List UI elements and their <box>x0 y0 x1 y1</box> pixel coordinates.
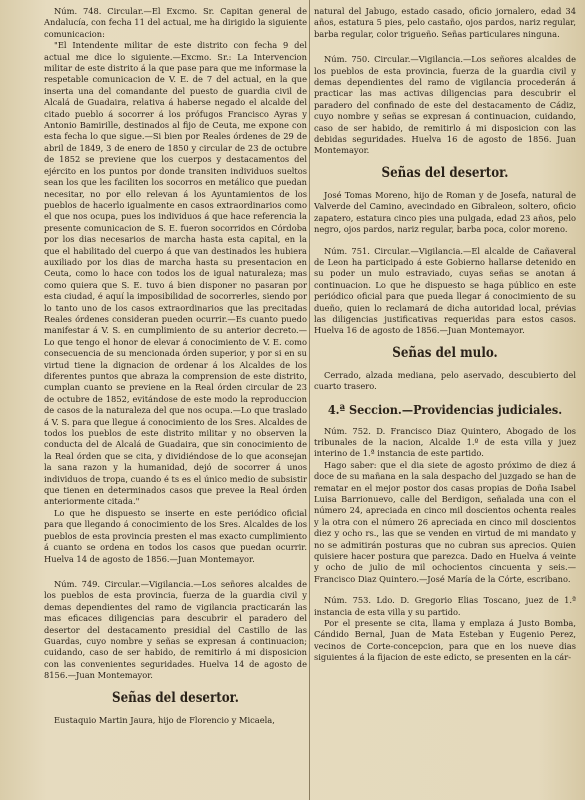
notice-753-body: Por el presente se cita, llama y emplaza á Justo Bomba, Cándido Bernal, Juan de Mata Esteban y Eugenio Perez, vecinos de Corte-concepcion, para que en los nueve dias siguientes á la fijacion de este edicto, se presenten en la cár- <box>314 618 576 663</box>
deserter-heading-left: Señas del desertor. <box>112 689 239 706</box>
left-column <box>44 6 307 726</box>
notice-752-body: Hago saber: que el dia siete de agosto próximo de diez á doce de su mañana en la sala despacho del juzgado se han de rematar en el mejor postor dos casas propias de Doña Isabel Luisa Barrionuevo, calle del Berdigon, señalada una con el número 24, apreciada en cinco mil doscientos ochenta reales y la otra con el número 26 apreciada en cinco mil doscientos diez y ocho rs., las que se venden en virtud de mi mandato y no se admitirán posturas que no cubran sus aprecios. Quien quisiere hacer postura que parezca. Dado en Huelva á veinte y ocho de julio de mil ochocientos cincuenta y seis.—Francisco Diaz Quintero.—José María de la Córte, escribano. <box>314 459 576 584</box>
notice-749: Núm. 749. Circular.—Vigilancia.—Los señores alcaldes de los pueblos de esta provincia, fuerza de la guardia civil y demas dependientes del ramo de vigilancia practicarán las mas eficaces diligencias para descubrir el paradero del desertor del destacamento presidial del Castillo de las Guardas, cuyo nombre y señas se expresan á continuacion; cuidando, caso de ser habido, de remitirlo á mi disposicion con las convenientes seguridades. Huelva 14 de agosto de 8156.—Juan Montemayor. <box>44 578 307 681</box>
notice-752-header: Núm. 752. D. Francisco Diaz Quintero, Abogado de los tribunales de la nacion, Alcalde 1.º de esta villa y juez interino de 1.ª instancia de este partido. <box>314 425 576 459</box>
spacer <box>314 585 576 595</box>
deserter-heading-right: Señas del desertor. <box>381 164 509 181</box>
spacer <box>44 565 307 579</box>
notice-751: Núm. 751. Circular.—Vigilancia.—El alcalde de Cañaveral de Leon ha participado á este Gobierno hallarse detenido en su poder un mulo estraviado, cuyas señas se anotan á continuacion. Lo que he dispuesto se haga público en este periódico oficial para que pueda llegar á conocimiento de su dueño, quien lo reclamará de dicha autoridad local, prévias las diligencias justificativas requeridas para estos casos. Huelva 16 de agosto de 1856.—Juan Montemayor. <box>314 245 576 336</box>
deserter-description-2: José Tomas Moreno, hijo de Roman y de Josefa, natural de Valverde del Camino, avecindado en Gibraleon, soltero, oficio zapatero, estatura cinco pies una pulgada, edad 23 años, pelo negro, ojos pardos, nariz regular, barba poca, color moreno. <box>314 189 576 235</box>
section-heading-judicial: 4.ª Seccion.—Providencias judiciales. <box>327 401 563 417</box>
notice-748-closing: Lo que he dispuesto se inserte en este periódico oficial para que llegando á conocimiento de los Sres. Alcaldes de los pueblos de esta provincia presten el mas exacto cumplimiento á cuanto se ordena en todos los casos que puedan ocurrir. Huelva 14 de agosto de 1856.—Juan Montemayor. <box>44 507 307 564</box>
column-divider <box>309 0 310 800</box>
deserter-description-end: natural del Jabugo, estado casado, oficio jornalero, edad 34 años, estatura 5 pies, pelo castaño, ojos pardos, nariz regular, barba regular, color trigueño. Señas particulares ninguna. <box>314 6 576 39</box>
deserter-description-start: Eustaquio Martin Jaura, hijo de Florencio y Micaela, <box>54 714 275 725</box>
notice-748-intro: Núm. 748. Circular.—El Excmo. Sr. Capitan general de Andalucía, con fecha 11 del actual, me ha dirigido la siguiente comunicacion: <box>44 6 307 39</box>
right-column <box>314 6 576 664</box>
notice-750: Núm. 750. Circular.—Vigilancia.—Los señores alcaldes de los pueblos de esta provincia, fuerza de la guardia civil y demas dependientes del ramo de vigilancia procederán á practicar las mas activas diligencias para descubrir el paradero del confinado de este del destacamento de Cádiz, cuyo nombre y señas se expresan á continuacion, cuidando, caso de ser habido, de remitirlo á mi disposicion con las debidas seguridades. Huelva 16 de agosto de 1856. Juan Montemayor. <box>314 54 576 156</box>
spacer <box>314 40 576 54</box>
notice-753-header: Núm. 753. Ldo. D. Gregorio Elias Toscano, juez de 1.ª instancia de esta villa y su partido. <box>314 595 576 617</box>
mule-heading: Señas del mulo. <box>392 344 498 361</box>
spacer <box>314 236 576 246</box>
notice-748-body: "El Intendente militar de este distrito con fecha 9 del actual me dice lo siguiente.—Excmo. Sr.: La Intervencion militar de este distrito á la que pase para que me informase la respetable comunicacion de V. E. de 7 del actual, en la que inserta una del comandante del puesto de guardia civil de Alcalá de Guadaira, relativa á haberse negado el alcalde del citado pueblo á socorrer á los prófugos Francisco Ayras y Antonio Bamirille, destinados al fijo de Ceuta, me expone con esta fecha lo que sigue.—Si bien por Reales órdenes de 29 de abril de 1849, 3 de enero de 1850 y circular de 23 de octubre de 1852 se previene que los cuerpos y destacamentos del ejército en los puntos por donde transiten individuos sueltos sean los que les faciliten los socorros en metálico que puedan necesitar, no por ello relevan á los Ayuntamientos de los pueblos de hacerlo igualmente en casos extraordinarios como el que nos ocupa, pues los individuos á que hace referencia la presente comunicacion de S. E. fueron socorridos en Córdoba por los dias necesarios de marcha hasta esta capital, en la que el habilitado del cuerpo á que van destinados les hubiera auxiliado por los dias de marcha hasta su presentacion en Ceuta, como lo hace con todos los de igual naturaleza; mas como quiera que S. E. tuvo á bien disponer no pasaran por esta ciudad, é aquí la imposibilidad de socorrerles, siendo por lo tanto uno de los casos extraordinarios que las precitadas Reales órdenes consideran pueden ocurrir.—Es cuanto puedo manifestar á V. S. en cumplimiento de su anterior decreto.—Lo que tengo el honor de elevar á conocimiento de V. E. como consecuencia de su mencionada órden superior, y por si en su virtud tiene la dignacion de ordenar á los Alcaldes de los diferentes puntos que abraza la comprension de este distrito, cumplan cuanto se previene en la Real órden circular de 23 de octubre de 1852, evitándose de este modo la reproduccion de casos de la naturaleza del que nos ocupa.—Lo que traslado á V. S. para que llegue á conocimiento de los Sres. Alcaldes de todos los pueblos de este distrito militar y no observen la conducta del de Alcalá de Guadaira, que sin conocimiento de la Real órden que se cita, y dividiéndose de lo que aconsejan la sana razon y la humanidad, dejó de socorrer á unos individuos de tropa, cuando é ts es el único medio de subsistir que tienen en determinados casos que prevee la Real órden anteriormente citada." <box>44 40 307 507</box>
mule-description: Cerrado, alzada mediana, pelo aservado, descubierto del cuarto trasero. <box>314 369 576 392</box>
